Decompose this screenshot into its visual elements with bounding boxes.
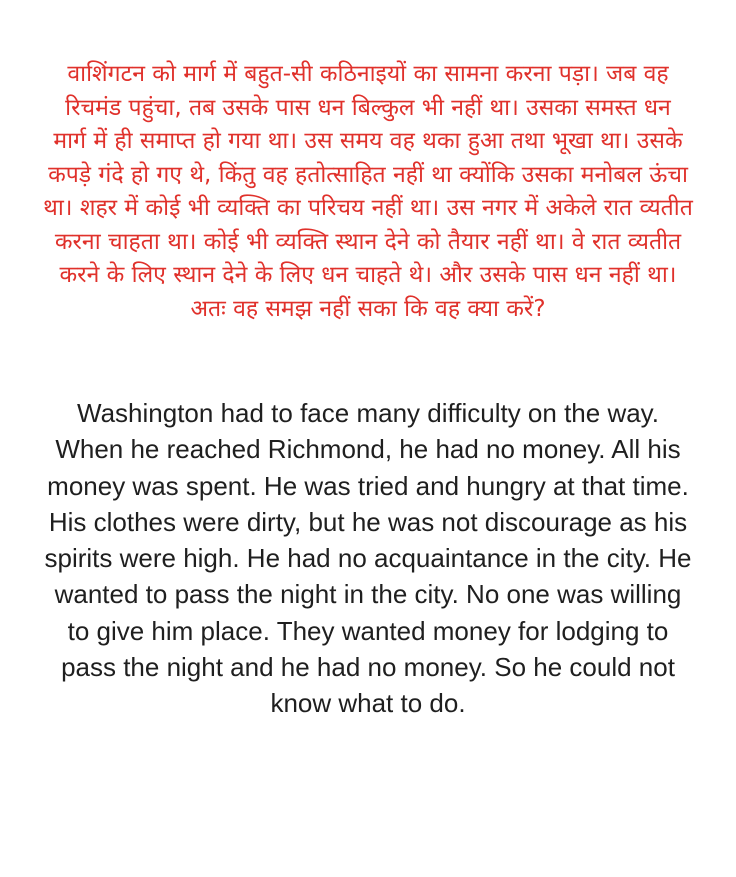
english-line: to give him place. They wanted money for lodging to bbox=[67, 615, 669, 646]
english-line: wanted to pass the night in the city. No one was willing bbox=[54, 579, 682, 610]
english-line: His clothes were dirty, but he was not discourage as his bbox=[48, 506, 688, 537]
hindi-line: करने के लिए स्थान देने के लिए धन चाहते थे। और उसके पास धन नहीं था। bbox=[59, 262, 677, 288]
english-line: When he reached Richmond, he had no money. All his bbox=[55, 434, 681, 465]
hindi-line: रिचमंड पहुंचा, तब उसके पास धन बिल्कुल भी नहीं था। उसका समस्त धन bbox=[65, 94, 671, 121]
hindi-line: वाशिंगटन को मार्ग में बहुत-सी कठिनाइयों का सामना करना पड़ा। जब वह bbox=[67, 61, 669, 87]
hindi-paragraph bbox=[8, 58, 728, 326]
english-line: spirits were high. He had no acquaintance in the city. He bbox=[44, 543, 692, 574]
english-line: money was spent. He was tried and hungry at that time. bbox=[47, 470, 689, 501]
english-line: Washington had to face many difficulty on the way. bbox=[77, 398, 659, 428]
hindi-line: करना चाहता था। कोई भी व्यक्ति स्थान देने को तैयार नहीं था। वे रात व्यतीत bbox=[54, 228, 682, 255]
hindi-line: अतः वह समझ नहीं सका कि वह क्या करें? bbox=[190, 295, 546, 322]
hindi-line: कपड़े गंदे हो गए थे, किंतु वह हतोत्साहित नहीं था क्योंकि उसका मनोबल ऊंचा bbox=[48, 161, 688, 188]
english-paragraph bbox=[6, 395, 730, 722]
english-line: know what to do. bbox=[270, 688, 466, 719]
hindi-line: था। शहर में कोई भी व्यक्ति का परिचय नहीं था। उस नगर में अकेले रात व्यतीत bbox=[43, 195, 693, 221]
hindi-line: मार्ग में ही समाप्त हो गया था। उस समय वह थका हुआ तथा भूखा था। उसके bbox=[53, 128, 683, 154]
english-line: pass the night and he had no money. So he could not bbox=[61, 652, 675, 683]
